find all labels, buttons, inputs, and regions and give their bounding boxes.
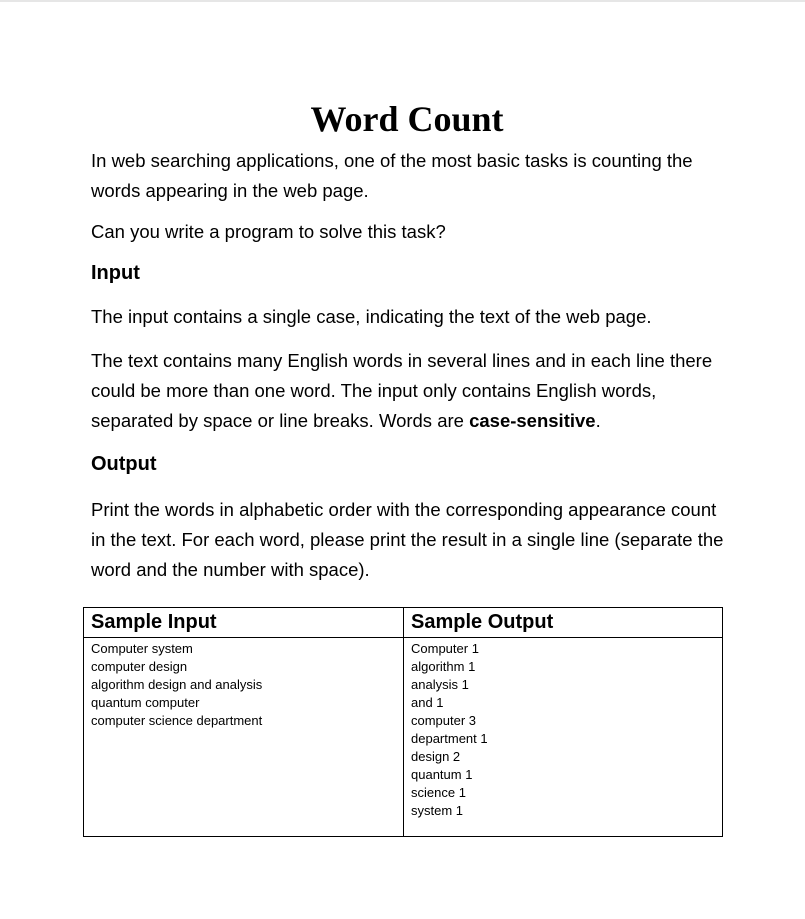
sample-output-line: design 2 — [411, 749, 461, 764]
page-title: Word Count — [310, 99, 504, 139]
sample-output-line: department 1 — [411, 731, 488, 746]
input-paragraph-2-text: The text contains many English words in several lines and in each line there could be more than one word. The input only contains English words, separated by space or line breaks. Words are — [91, 350, 713, 431]
sample-input-header: Sample Input — [84, 608, 404, 638]
sample-output-line: algorithm 1 — [411, 659, 476, 674]
input-paragraph-2 — [91, 346, 731, 436]
input-paragraph-1: The input contains a single case, indicating the text of the web page. — [91, 306, 652, 327]
sample-input-cell — [84, 638, 404, 837]
sample-table — [83, 607, 723, 837]
sample-output-header: Sample Output — [404, 608, 723, 638]
sample-input-line: quantum computer — [91, 695, 200, 710]
top-border — [0, 0, 805, 2]
sample-output-cell — [404, 638, 723, 837]
output-paragraph-1: Print the words in alphabetic order with the corresponding appearance count in the text. For each word, please print the result in a single line (separate the word and the number with space). — [91, 499, 724, 580]
sample-output-line: Computer 1 — [411, 641, 479, 656]
input-paragraph-2-end: . — [595, 410, 601, 431]
case-sensitive-keyword: case-sensitive — [469, 410, 596, 431]
sample-input-line: Computer system — [91, 641, 193, 656]
sample-output-line: analysis 1 — [411, 677, 469, 692]
sample-output-line: computer 3 — [411, 713, 477, 728]
intro-paragraph-2: Can you write a program to solve this task? — [91, 221, 446, 242]
sample-output-line: and 1 — [411, 695, 444, 710]
sample-table-body-row — [84, 638, 723, 837]
sample-output-line: system 1 — [411, 803, 464, 818]
intro-paragraph-1: In web searching applications, one of the most basic tasks is counting the words appearing in the web page. — [91, 150, 693, 201]
sample-input-line: algorithm design and analysis — [91, 677, 263, 692]
sample-output-line: science 1 — [411, 785, 466, 800]
sample-input-line: computer science department — [91, 713, 263, 728]
output-heading: Output — [91, 453, 157, 475]
sample-input-line: computer design — [91, 659, 188, 674]
document-page — [91, 96, 731, 585]
sample-table-header-row — [84, 608, 723, 638]
input-heading: Input — [91, 262, 140, 284]
sample-output-line: quantum 1 — [411, 767, 473, 782]
